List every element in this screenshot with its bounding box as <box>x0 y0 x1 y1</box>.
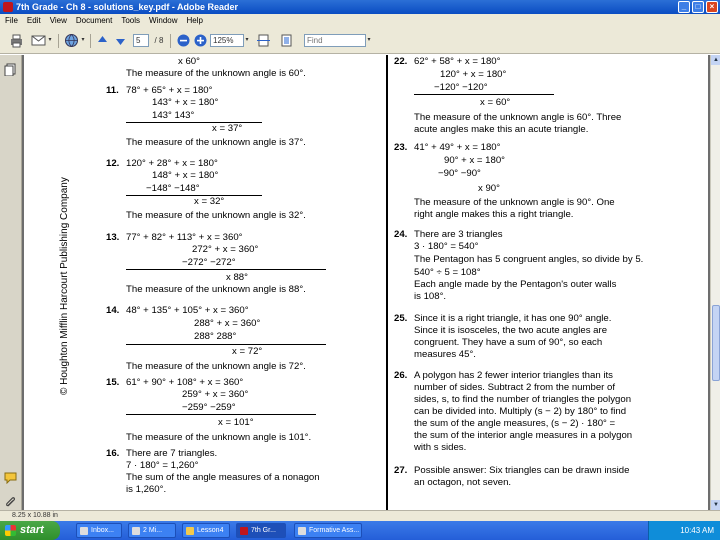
equation-line: 78° + 65° + x = 180° <box>126 85 213 96</box>
menu-document[interactable]: Document <box>75 16 113 25</box>
answer-text: is 108°. <box>414 291 447 302</box>
equation-line: 272° + x = 360° <box>192 244 259 255</box>
previous-page-icon[interactable] <box>95 33 110 48</box>
start-button[interactable] <box>0 521 60 540</box>
problem-number: 15. <box>106 377 120 388</box>
system-tray <box>648 521 720 540</box>
equation-line: 288° 288° <box>194 331 237 342</box>
email-icon[interactable] <box>31 33 46 48</box>
equation-line: −148° −148° <box>146 183 200 194</box>
equation-line: x 90° <box>478 183 500 194</box>
equation-line: 143° + x = 180° <box>152 97 219 108</box>
email-dropdown-icon[interactable]: ▾ <box>48 37 52 43</box>
equation-line: 7 · 180° = 1,260° <box>126 460 199 471</box>
equation-line: −120° −120° <box>434 82 488 93</box>
equation-line: 77° + 82° + 113° + x = 360° <box>126 232 243 243</box>
equation-line: 62° + 58° + x = 180° <box>414 56 501 67</box>
problem-number: 26. <box>394 370 408 381</box>
taskbar-item-formative[interactable] <box>294 523 362 538</box>
equation-line: x = 72° <box>232 346 263 357</box>
answer-text: A polygon has 2 fewer interior triangles than its <box>414 370 613 381</box>
menu-edit[interactable]: Edit <box>26 16 41 25</box>
zoom-in-icon[interactable] <box>193 33 208 48</box>
status-bar <box>0 510 720 521</box>
toolbar-separator <box>170 34 171 48</box>
minimize-button[interactable]: _ <box>678 1 690 13</box>
adobe-reader-icon <box>3 2 13 12</box>
navigation-panel <box>0 55 22 510</box>
equation-line: 61° + 90° + 108° + x = 360° <box>126 377 244 388</box>
equation-line: 540° ÷ 5 = 108° <box>414 267 481 278</box>
column-divider <box>386 55 388 510</box>
zoom-select[interactable] <box>210 34 244 47</box>
equation-rule <box>126 414 316 415</box>
equation-line: −90° −90° <box>438 168 481 179</box>
scroll-down-icon[interactable]: ▼ <box>711 500 720 510</box>
taskbar-item-ie[interactable] <box>128 523 176 538</box>
equation-rule <box>126 269 326 270</box>
comments-icon[interactable] <box>4 471 17 484</box>
problem-number: 14. <box>106 305 120 316</box>
document-icon <box>298 527 306 535</box>
equation-line: 143° 143° <box>152 110 195 121</box>
find-dropdown-icon[interactable]: ▾ <box>367 37 371 43</box>
taskbar-item-7th-grade[interactable] <box>236 523 286 538</box>
toolbar-separator <box>90 34 91 48</box>
problem-number: 22. <box>394 56 408 67</box>
answer-text: Since it is a right triangle, it has one 90° angle. <box>414 313 612 324</box>
equation-line: 120° + x = 180° <box>440 69 507 80</box>
fit-page-icon[interactable] <box>279 33 294 48</box>
copyright-notice: © Houghton Mifflin Harcourt Publishing Company <box>59 177 70 395</box>
answer-text: with s sides. <box>414 442 467 453</box>
equation-line: x = 32° <box>194 196 225 207</box>
start-label: start <box>20 524 44 536</box>
menu-bar <box>0 14 720 28</box>
fit-width-icon[interactable] <box>256 33 271 48</box>
equation-line: 120° + 28° + x = 180° <box>126 158 218 169</box>
print-icon[interactable] <box>9 33 24 48</box>
menu-view[interactable]: View <box>49 16 67 25</box>
answer-text: Since it is isosceles, the two acute angles are <box>414 325 608 336</box>
problem-number: 13. <box>106 232 120 243</box>
answer-text: the sum of the interior angle measures in a polygon <box>414 430 633 441</box>
attachments-icon[interactable] <box>4 495 17 508</box>
equation-rule <box>126 344 326 345</box>
next-page-icon[interactable] <box>113 33 128 48</box>
answer-text: The sum of the angle measures of a nonagon <box>126 472 320 483</box>
zoom-value: 125% <box>213 36 234 45</box>
document-view[interactable] <box>22 55 710 510</box>
answer-text: sides, s, to find the number of triangles the polygon <box>414 394 632 405</box>
answer-text: The Pentagon has 5 congruent angles, so divide by 5. <box>414 254 644 265</box>
equation-line: 41° + 49° + x = 180° <box>414 142 501 153</box>
problem-number: 16. <box>106 448 120 459</box>
taskbar-label: Formative Ass... <box>309 527 360 534</box>
scroll-up-icon[interactable]: ▲ <box>711 55 720 65</box>
answer-text: measures 45°. <box>414 349 476 360</box>
answer-text: The measure of the unknown angle is 37°. <box>126 137 306 148</box>
menu-tools[interactable]: Tools <box>121 16 141 25</box>
answer-text: Each angle made by the Pentagon's outer walls <box>414 279 617 290</box>
problem-number: 12. <box>106 158 120 169</box>
find-input[interactable] <box>304 34 366 47</box>
answer-text: The measure of the unknown angle is 88°. <box>126 284 306 295</box>
equation-line: −272° −272° <box>182 257 236 268</box>
browser-icon <box>132 527 140 535</box>
equation-line: 288° + x = 360° <box>194 318 261 329</box>
answer-text: There are 7 triangles. <box>126 448 218 459</box>
answer-text: The measure of the unknown angle is 60°. Three <box>414 112 622 123</box>
menu-file[interactable]: File <box>5 16 18 25</box>
taskbar-label: 7th Gr... <box>251 527 276 534</box>
globe-icon[interactable] <box>64 33 79 48</box>
page-size: 8.25 x 10.88 in <box>12 512 58 519</box>
menu-window[interactable]: Window <box>149 16 178 25</box>
menu-help[interactable]: Help <box>186 16 203 25</box>
problem-number: 23. <box>394 142 408 153</box>
problem-number: 11. <box>106 85 119 96</box>
answer-text: Possible answer: Six triangles can be drawn inside <box>414 465 630 476</box>
answer-text: congruent. They have a sum of 90°, so each <box>414 337 603 348</box>
zoom-dropdown-icon[interactable]: ▾ <box>245 37 249 43</box>
answer-text: The measure of the unknown angle is 72°. <box>126 361 306 372</box>
mail-icon <box>80 527 88 535</box>
equation-line: 259° + x = 360° <box>182 389 249 400</box>
page-total: / 8 <box>154 36 164 45</box>
equation-line: x 88° <box>226 272 248 283</box>
taskbar-label: 2 Mi... <box>143 527 163 534</box>
title-bar <box>0 0 720 14</box>
zoom-out-icon[interactable] <box>176 33 191 48</box>
answer-text: an octagon, not seven. <box>414 477 512 488</box>
equation-line: x = 37° <box>212 123 243 134</box>
equation-line: 48° + 135° + 105° + x = 360° <box>126 305 249 316</box>
answer-text: There are 3 triangles <box>414 229 503 240</box>
equation-line: 3 · 180° = 540° <box>414 241 479 252</box>
answer-text: the sum of the angle measures, (s − 2) · 180° = <box>414 418 616 429</box>
windows-flag-icon <box>5 525 16 536</box>
toolbar-separator <box>58 34 59 48</box>
taskbar-item-lesson4[interactable] <box>182 523 230 538</box>
equation-line: x = 101° <box>218 417 254 428</box>
page-number-input[interactable] <box>133 34 149 47</box>
pages-icon[interactable] <box>4 63 17 76</box>
answer-text: is 1,260°. <box>126 484 167 495</box>
vertical-scrollbar[interactable] <box>710 55 720 510</box>
problem-number: 27. <box>394 465 408 476</box>
taskbar-label: Lesson4 <box>197 527 224 534</box>
globe-dropdown-icon[interactable]: ▾ <box>81 37 85 43</box>
clock: 10:43 AM <box>680 526 714 535</box>
toolbar <box>0 28 720 54</box>
taskbar <box>0 521 720 540</box>
answer-text: right angle makes this a right triangle. <box>414 209 574 220</box>
scroll-thumb[interactable] <box>712 305 720 381</box>
pdf-page <box>24 55 708 510</box>
close-button[interactable]: × <box>706 1 718 13</box>
taskbar-label: Inbox... <box>91 527 114 534</box>
answer-text: number of sides. Subtract 2 from the number of <box>414 382 616 393</box>
solution-line: x 60° <box>178 56 200 67</box>
answer-text: The measure of the unknown angle is 101°. <box>126 432 312 443</box>
equation-line: 148° + x = 180° <box>152 170 219 181</box>
equation-line: −259° −259° <box>182 402 236 413</box>
folder-icon <box>186 527 194 535</box>
problem-number: 25. <box>394 313 408 324</box>
answer-text: The measure of the unknown angle is 60°. <box>126 68 306 79</box>
maximize-button[interactable]: □ <box>692 1 704 13</box>
problem-number: 24. <box>394 229 408 240</box>
answer-text: The measure of the unknown angle is 90°. One <box>414 197 615 208</box>
equation-line: x = 60° <box>480 97 511 108</box>
window-title: 7th Grade - Ch 8 - solutions_key.pdf - Adobe Reader <box>16 2 239 12</box>
answer-text: acute angles make this an acute triangle. <box>414 124 589 135</box>
taskbar-item-inbox[interactable] <box>76 523 122 538</box>
pdf-icon <box>240 527 248 535</box>
equation-line: 90° + x = 180° <box>444 155 506 166</box>
answer-text: The measure of the unknown angle is 32°. <box>126 210 306 221</box>
equation-rule <box>414 94 554 95</box>
answer-text: can be divided into. Multiply (s − 2) by 180° to find <box>414 406 627 417</box>
